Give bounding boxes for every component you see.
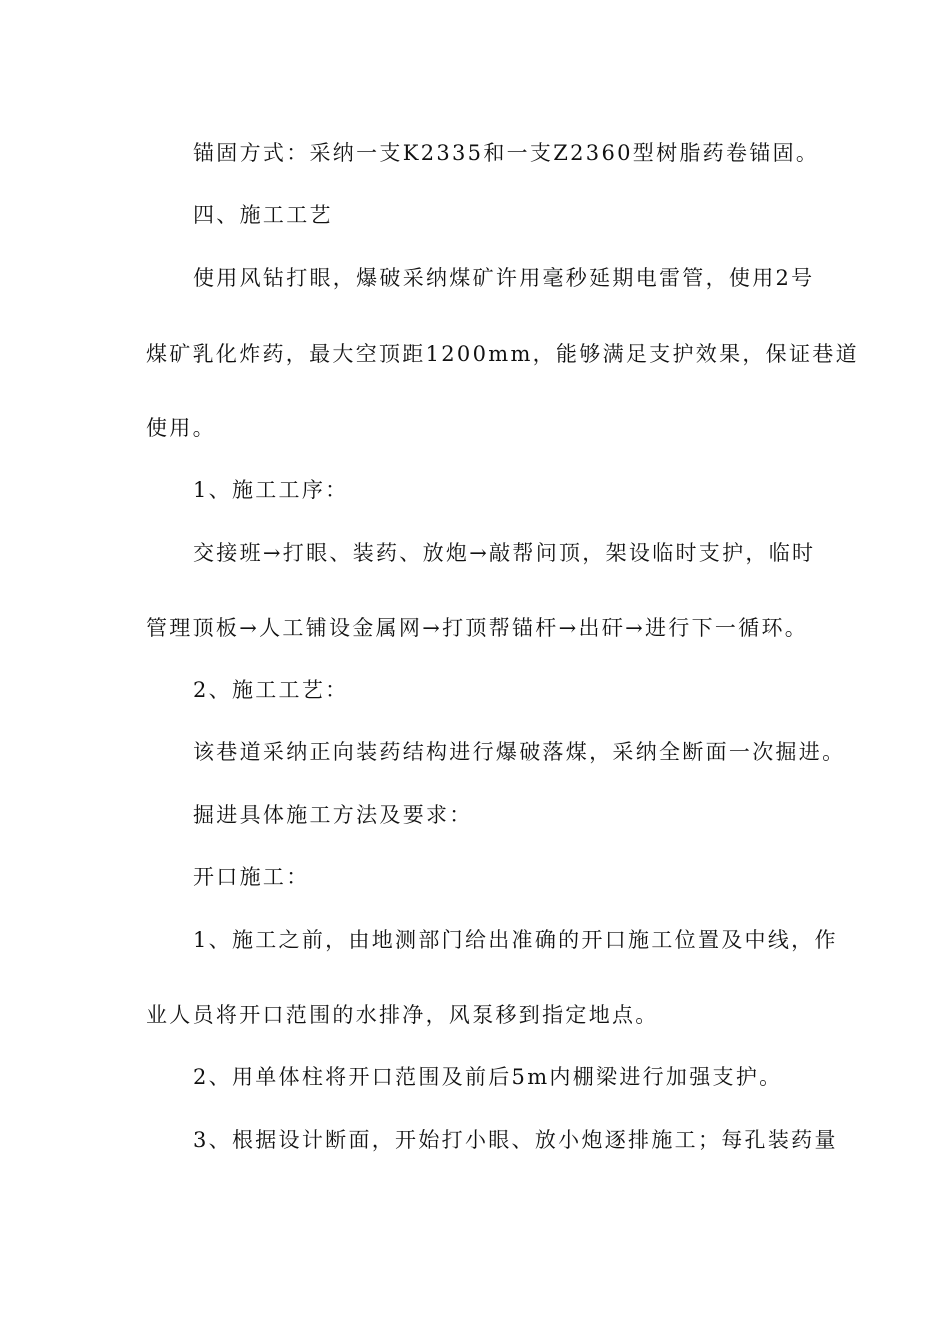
text-line-usage: 使用。 — [146, 416, 216, 440]
text-line-step-1-part-1: 1、施工之前，由地测部门给出准确的开口施工位置及中线，作 — [193, 928, 838, 952]
text-line-step-2: 2、用单体柱将开口范围及前后5m内棚梁进行加强支护。 — [193, 1065, 783, 1089]
text-line-explosive: 煤矿乳化炸药，最大空顶距1200mm，能够满足支护效果，保证巷道 — [146, 342, 859, 366]
text-line-anchoring-method: 锚固方式：采纳一支K2335和一支Z2360型树脂药卷锚固。 — [193, 141, 820, 165]
text-line-excavation-methods: 掘进具体施工方法及要求： — [193, 803, 473, 827]
subheading-construction-sequence: 1、施工工序： — [193, 478, 349, 502]
subheading-opening-construction: 开口施工： — [193, 865, 310, 889]
text-line-sequence-part-2: 管理顶板→人工铺设金属网→打顶帮锚杆→出矸→进行下一循环。 — [146, 616, 809, 640]
text-line-sequence-part-1: 交接班→打眼、装药、放炮→敲帮问顶，架设临时支护，临时 — [193, 541, 816, 565]
text-line-charging-structure: 该巷道采纳正向装药结构进行爆破落煤，采纳全断面一次掘进。 — [193, 740, 846, 764]
text-line-step-3: 3、根据设计断面，开始打小眼、放小炮逐排施工；每孔装药量 — [193, 1128, 838, 1152]
section-heading-construction-process: 四、施工工艺 — [193, 203, 333, 227]
text-line-drilling-blasting: 使用风钻打眼，爆破采纳煤矿许用毫秒延期电雷管，使用2号 — [193, 266, 815, 290]
subheading-construction-technique: 2、施工工艺： — [193, 678, 349, 702]
text-line-step-1-part-2: 业人员将开口范围的水排净，风泵移到指定地点。 — [146, 1003, 659, 1027]
